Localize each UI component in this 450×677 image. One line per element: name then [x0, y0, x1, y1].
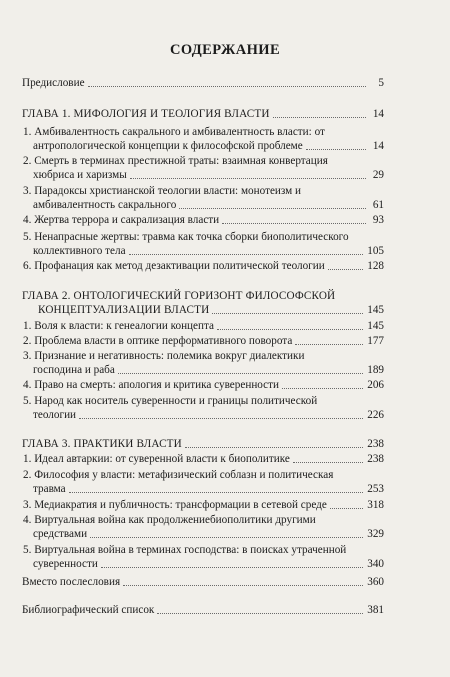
toc-ch3-items-item-4-line1-text: 4. Виртуальная война как продолжениебиополитики другими — [23, 514, 316, 526]
toc-ch3-items-item-3-page-number: 318 — [367, 499, 384, 511]
toc-ch1-items-item-1-line1 — [0, 125, 450, 139]
leader-dots — [217, 329, 363, 330]
leader-dots — [212, 313, 363, 314]
toc-ch2-items-item-3-line1-text: 3. Признание и негативность: полемика вокруг диалектики — [23, 350, 305, 362]
toc-ch1-items-item-2-line2 — [0, 168, 450, 182]
leader-dots — [90, 537, 363, 538]
toc-chapter-1-heading-text: ГЛАВА 1. МИФОЛОГИЯ И ТЕОЛОГИЯ ВЛАСТИ — [22, 108, 270, 120]
toc-ch3-items-item-4-line2-text: средствами — [33, 528, 88, 540]
leader-dots — [123, 585, 363, 586]
toc-chapter-2-heading-line2-page-number: 145 — [367, 304, 384, 316]
toc-ch3-items-item-2-line2 — [0, 482, 450, 496]
toc-ch1-items-item-3-line1-text: 3. Парадоксы христианской теологии власти: монотеизм и — [23, 185, 302, 197]
toc-ch2-items-item-5-line2 — [0, 408, 450, 422]
toc-ch1-items-item-5-line2 — [0, 244, 450, 258]
toc-ch1-items-item-4-text: 4. Жертва террора и сакрализация власти — [23, 214, 220, 226]
toc-ch1-items-item-6-text: 6. Профанация как метод дезактивации политической теологии — [23, 260, 325, 272]
leader-dots — [328, 269, 363, 270]
leader-dots — [295, 344, 363, 345]
leader-dots — [69, 492, 364, 493]
leader-dots — [330, 508, 363, 509]
leader-dots — [88, 86, 366, 87]
toc-ch1-items-item-2-line2-text: хюбриса и харизмы — [33, 169, 127, 181]
toc-ch2-items-item-4-page-number: 206 — [367, 379, 384, 391]
toc-ch3-items-item-5-line2-text: суверенности — [33, 558, 98, 570]
leader-dots — [130, 178, 366, 179]
toc-chapter-2-heading-line1 — [0, 289, 450, 303]
toc-bibliography-page-number: 381 — [367, 604, 384, 616]
leader-dots — [273, 117, 366, 118]
toc-chapter-2-heading-line1-text: ГЛАВА 2. ОНТОЛОГИЧЕСКИЙ ГОРИЗОНТ ФИЛОСОФСКОЙ — [22, 290, 336, 302]
toc-ch3-items-item-5-line1-text: 5. Виртуальная война в терминах господства: в поисках утраченной — [23, 544, 347, 556]
toc-ch1-items-item-6-page-number: 128 — [367, 260, 384, 272]
toc-ch3-items-item-5-line2-page-number: 340 — [367, 558, 384, 570]
toc-ch1-items-item-6 — [0, 259, 450, 273]
toc-ch2-items-item-3-line2-text: господина и раба — [33, 364, 115, 376]
toc-ch1-items-item-1-line1-text: 1. Амбивалентность сакрального и амбивалентность власти: от — [23, 126, 325, 138]
toc-ch3-items-item-4-line1 — [0, 513, 450, 527]
toc-ch2-items-item-5-line2-page-number: 226 — [367, 409, 384, 421]
page-title: СОДЕРЖАНИЕ — [169, 42, 281, 58]
toc-ch2-items-item-1-text: 1. Воля к власти: к генеалогии концепта — [23, 320, 214, 332]
leader-dots — [101, 567, 363, 568]
toc-ch1-items-item-4-page-number: 93 — [372, 214, 384, 226]
toc-bibliography-text: Библиографический список — [22, 604, 155, 616]
leader-dots — [118, 373, 363, 374]
leader-dots — [179, 208, 366, 209]
leader-dots — [282, 388, 363, 389]
toc-ch1-items-item-1-line2-text: антропологической концепции к философской проблеме — [33, 140, 303, 152]
toc-ch1-items-item-5-line1 — [0, 230, 450, 244]
toc-ch2-items-item-3-line1 — [0, 349, 450, 363]
toc-ch3-items-item-1 — [0, 452, 450, 466]
toc-ch2-items-item-2 — [0, 334, 450, 348]
toc-ch3-items-item-5-line1 — [0, 543, 450, 557]
toc-preface-page-number: 5 — [378, 77, 384, 89]
toc-ch1-items-item-2-line2-page-number: 29 — [372, 169, 384, 181]
leader-dots — [79, 418, 363, 419]
toc-preface-text: Предисловие — [22, 77, 85, 89]
toc-ch2-items-item-3-line2 — [0, 363, 450, 377]
toc-chapter-3-heading-text: ГЛАВА 3. ПРАКТИКИ ВЛАСТИ — [22, 438, 182, 450]
toc-ch1-items-item-3-line1 — [0, 184, 450, 198]
toc-chapter-3-heading — [0, 437, 450, 451]
toc-ch3-items-item-4-line2-page-number: 329 — [367, 528, 384, 540]
toc-ch3-items-item-5-line2 — [0, 557, 450, 571]
toc-ch3-items-item-3 — [0, 498, 450, 512]
toc-ch3-items-item-4-line2 — [0, 527, 450, 541]
toc-ch2-items-item-2-page-number: 177 — [367, 335, 384, 347]
toc-chapter-1-heading-page-number: 14 — [372, 108, 384, 120]
toc-ch1-items-item-5-line2-page-number: 105 — [367, 245, 384, 257]
toc-ch3-items-item-2-line2-page-number: 253 — [367, 483, 384, 495]
toc-ch3-items-item-1-page-number: 238 — [367, 453, 384, 465]
toc-ch1-items-item-1-line2 — [0, 139, 450, 153]
leader-dots — [185, 447, 363, 448]
toc-ch1-items-item-2-line1 — [0, 154, 450, 168]
toc-afterword — [0, 575, 450, 589]
toc-ch3-items-item-1-text: 1. Идеал автаркии: от суверенной власти к биополитике — [23, 453, 290, 465]
toc-ch2-items-item-4-text: 4. Право на смерть: апология и критика суверенности — [23, 379, 280, 391]
leader-dots — [222, 223, 366, 224]
toc-ch2-items-item-5-line1-text: 5. Народ как носитель суверенности и границы политической — [23, 395, 318, 407]
toc-ch2-items-item-2-text: 2. Проблема власти в оптике перформативного поворота — [23, 335, 293, 347]
toc-ch1-items-item-3-line2 — [0, 198, 450, 212]
leader-dots — [293, 462, 363, 463]
toc-ch1-items-item-3-line2-page-number: 61 — [372, 199, 384, 211]
toc-chapter-2-heading-line2 — [0, 303, 450, 317]
toc-ch2-items-item-1 — [0, 319, 450, 333]
toc-ch2-items-item-4 — [0, 378, 450, 392]
toc-ch3-items-item-2-line1-text: 2. Философия у власти: метафизический соблазн и политическая — [23, 469, 334, 481]
toc-afterword-page-number: 360 — [367, 576, 384, 588]
leader-dots — [306, 149, 366, 150]
toc-ch1-items-item-2-line1-text: 2. Смерть в терминах престижной траты: взаимная конвертация — [23, 155, 328, 167]
leader-dots — [129, 254, 364, 255]
toc-ch1-items-item-3-line2-text: амбивалентность сакрального — [33, 199, 177, 211]
toc-ch1-items-item-5-line2-text: коллективного тела — [33, 245, 126, 257]
toc-ch2-items-item-5-line2-text: теологии — [33, 409, 77, 421]
toc-chapter-2-heading-line2-text: КОНЦЕПТУАЛИЗАЦИИ ВЛАСТИ — [38, 304, 210, 316]
toc-ch2-items-item-3-line2-page-number: 189 — [367, 364, 384, 376]
toc-ch3-items-item-2-line2-text: травма — [33, 483, 66, 495]
toc-ch2-items-item-5-line1 — [0, 394, 450, 408]
toc-ch1-items-item-1-line2-page-number: 14 — [372, 140, 384, 152]
toc-ch3-items-item-3-text: 3. Медиакратия и публичность: трансформации в сетевой среде — [23, 499, 327, 511]
toc-afterword-text: Вместо послесловия — [22, 576, 121, 588]
toc-ch1-items-item-5-line1-text: 5. Ненапрасные жертвы: травма как точка сборки биополитического — [23, 231, 349, 243]
toc-chapter-1-heading — [0, 107, 450, 121]
toc-chapter-3-heading-page-number: 238 — [367, 438, 384, 450]
leader-dots — [157, 613, 363, 614]
toc-bibliography — [0, 603, 450, 617]
toc-ch3-items-item-2-line1 — [0, 468, 450, 482]
toc-ch1-items-item-4 — [0, 213, 450, 227]
toc-preface — [0, 76, 450, 90]
toc-ch2-items-item-1-page-number: 145 — [367, 320, 384, 332]
